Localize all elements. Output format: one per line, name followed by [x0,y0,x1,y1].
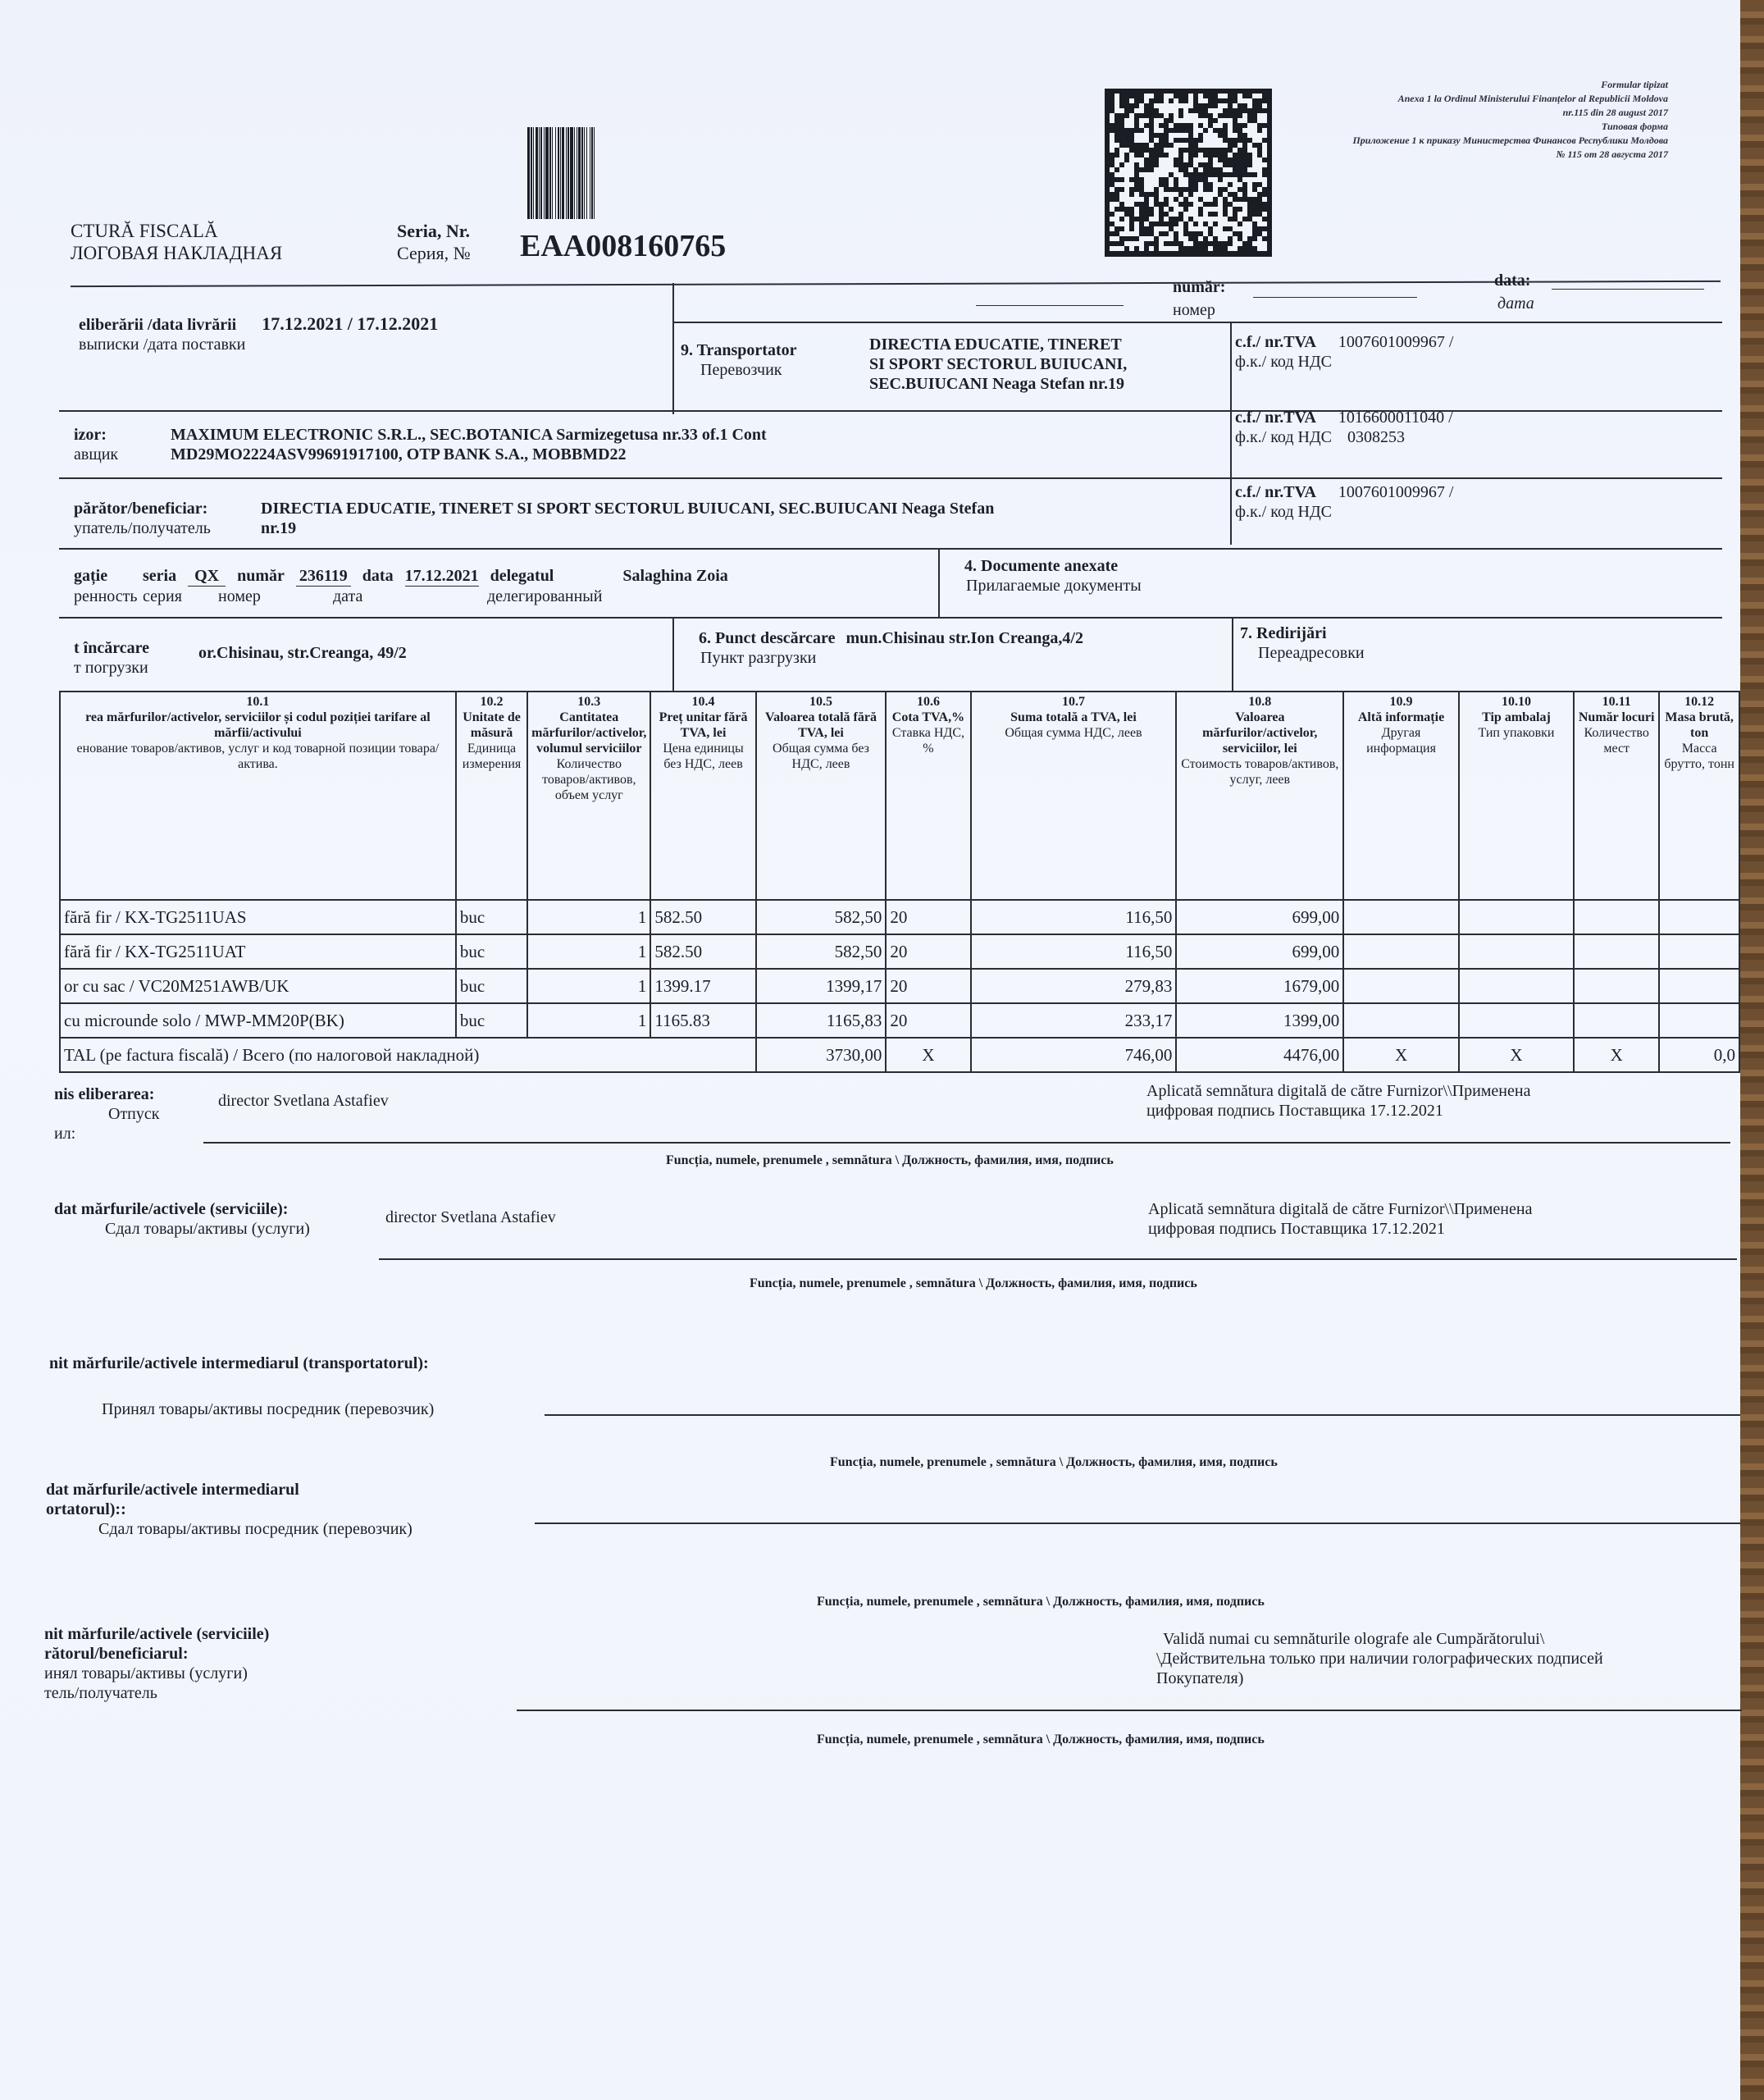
column-header [886,692,970,900]
supplier-cf [1235,408,1453,447]
cell-empty [1459,934,1574,969]
table-row [60,969,1739,1003]
annexed-docs-label-ro: 4. Documente anexate [964,557,1119,575]
legal-line: Типовая форма [1601,121,1668,132]
dates-section [79,314,438,354]
redirect-label-ro: 7. Redirijări [1240,624,1327,642]
cell-empty [1459,900,1574,934]
column-label-ro: Valoarea totală fără TVA, lei [765,710,877,740]
divider [59,617,1722,619]
signature-caption: Funcția, numele, prenumele , semnătura \ Должность, фамилия, имя, подпись [830,1455,1278,1469]
legal-header [1274,78,1668,162]
proxy-numar-label-ru: номер [218,587,261,605]
cell-vat-sum: 279,83 [971,969,1177,1003]
cell-total: 699,00 [1176,900,1343,934]
column-label-ro: Masa brută, ton [1665,710,1734,740]
validity-note-ru: \Действительна только при наличии голографических подписей [1156,1650,1603,1668]
cell-vat-rate: 20 [886,1003,970,1038]
cell-vat-rate: 20 [886,900,970,934]
loading-label-ro: t încărcare [74,639,150,657]
transporter-cf [1235,332,1453,372]
column-number: 10.2 [480,695,504,709]
column-number: 10.5 [809,695,832,709]
column-label-ru: Количество мест [1584,726,1649,756]
signature-caption: Funcția, numele, prenumele , semnătura \ Должность, фамилия, имя, подпись [666,1153,1114,1167]
proxy-seria-label: seria [143,567,177,585]
column-label-ro: Altă informație [1357,710,1445,724]
redirect-section [1240,623,1365,663]
divider [672,322,1722,323]
buyer-label-ru: упатель/получатель [74,519,211,537]
unloading-label-ru: Пункт разгрузки [700,649,817,667]
column-label-ru: Ставка НДС, % [891,726,964,756]
title-ru: ЛОГОВАЯ НАКЛАДНАЯ [71,243,283,263]
column-header [1574,692,1659,900]
column-header [1343,692,1459,900]
column-header [1459,692,1574,900]
cell-unit: buc [456,1003,527,1038]
column-header [1176,692,1343,900]
cell-empty [1459,969,1574,1003]
released-label [54,1084,159,1144]
proxy-numar-value: 236119 [296,566,351,587]
digital-signature-ro: Aplicată semnătura digitală de către Furnizor\\Применена [1148,1200,1533,1218]
legal-line: Formular tipizat [1601,79,1668,90]
legal-line: Приложение 1 к приказу Министерства Финансов Республики Молдова [1352,135,1668,146]
column-label-ru: Масса брутто, тонн [1664,742,1734,771]
column-number: 10.12 [1684,695,1715,709]
proxy-delegate-value: Salaghina Zoia [622,567,728,585]
column-header [1659,692,1739,900]
transporter-label [681,340,796,380]
barcode-bar [595,127,596,219]
carrier-received-label-ru: Принял товары/активы посредник (перевозчик) [102,1400,435,1418]
unloading-value: mun.Chisinau str.Ion Creanga,4/2 [846,629,1083,647]
transporter-name-line: SI SPORT SECTORUL BUIUCANI, [869,355,1128,373]
annexed-docs [964,556,1142,596]
buyer-received-label-ru: инял товары/активы (услуги) [44,1664,248,1682]
divider [1230,477,1232,545]
carrier-handed-label-ru: Сдал товары/активы посредник (перевозчик) [98,1520,413,1538]
total-vat-sum: 746,00 [971,1038,1177,1072]
column-number: 10.8 [1248,695,1272,709]
column-number: 10.3 [577,695,601,709]
cell-price: 582.50 [650,900,755,934]
cell-price: 582.50 [650,934,755,969]
table-header-row [60,692,1739,900]
series-label [397,220,471,264]
numar-field-line[interactable] [1253,297,1417,298]
carrier-received-signature-line[interactable] [545,1414,1740,1416]
total-package: X [1459,1038,1574,1072]
proxy-data-value: 17.12.2021 [404,567,479,585]
cell-empty [1659,934,1739,969]
handed-digital-signature [1148,1199,1532,1239]
column-header [756,692,887,900]
qr-code-icon [1105,89,1272,257]
legal-line: Anexa 1 la Ordinul Ministerului Finanțelor al Republicii Moldova [1397,93,1668,104]
cell-value: 1165,83 [756,1003,887,1038]
cell-empty [1459,1003,1574,1038]
cf-label: c.f./ nr.TVA [1235,483,1316,501]
column-label-ru: Тип упаковки [1478,726,1555,740]
proxy-delegate-label-ru: делегированный [487,587,603,605]
buyer-signature-line[interactable] [517,1710,1742,1711]
cell-empty [1574,1003,1659,1038]
column-number: 10.11 [1602,695,1631,709]
column-label-ro: Valoarea mărfurilor/activelor, serviciilor, lei [1202,710,1318,756]
column-number: 10.6 [916,695,940,709]
unloading-section [699,628,1083,668]
cell-qty: 1 [527,969,650,1003]
loading-label-ru: т погрузки [74,659,148,677]
buyer-label [74,499,211,538]
legal-line: № 115 от 28 августа 2017 [1556,148,1668,160]
cell-vat-sum: 116,50 [971,934,1177,969]
supplier-vat-code: 0308253 [1347,428,1405,446]
column-header [971,692,1177,900]
transporter-cf-value: 1007601009967 / [1338,333,1454,351]
table-row [60,900,1739,934]
column-label-ro: rea mărfurilor/activelor, serviciilor și codul poziției tarifare al mărfii/activului [85,710,431,740]
digital-signature-ru: цифровая подпись Поставщика 17.12.2021 [1146,1102,1443,1120]
column-label-ro: Număr locuri [1578,710,1655,724]
divider [59,410,1722,412]
proxy-label-ro: gație [74,567,108,585]
cell-name: fără fir / KX-TG2511UAT [60,934,456,969]
dates-label-ro: eliberării /data livrării [79,316,237,334]
column-label-ru: Общая сумма без НДС, леев [773,742,869,771]
annexed-docs-label-ru: Прилагаемые документы [966,577,1142,595]
divider [938,548,940,617]
carrier-handed-label-ro2: ortatorul):: [46,1500,126,1518]
buyer-validity-note [1156,1629,1603,1688]
carrier-handed-label [46,1480,413,1539]
data-field-line[interactable] [1552,289,1704,290]
cell-empty [1343,969,1459,1003]
cell-empty [1574,934,1659,969]
cf-label: c.f./ nr.TVA [1235,409,1316,427]
total-value: 3730,00 [756,1038,887,1072]
cf-label: c.f./ nr.TVA [1235,333,1316,351]
series-number: EAA008160765 [520,229,727,263]
transporter-name-line: DIRECTIA EDUCATIE, TINERET [869,336,1122,354]
signature-caption: Funcția, numele, prenumele , semnătura \ Должность, фамилия, имя, подпись [817,1595,1265,1609]
loading-value: or.Chisinau, str.Creanga, 49/2 [198,644,407,662]
data-label-ru: дата [1497,294,1534,313]
cell-price: 1165.83 [650,1003,755,1038]
proxy-seria-label-ru: серия [143,587,182,605]
divider [672,283,674,414]
transporter-name-line: SEC.BUIUCANI Neaga Stefan nr.19 [869,375,1124,393]
supplier-details [171,425,767,464]
buyer-cf-value: 1007601009967 / [1338,483,1454,501]
column-number: 10.4 [691,695,715,709]
column-label-ru: Цена единицы без НДС, леев [663,742,744,771]
cell-total: 1399,00 [1176,1003,1343,1038]
cell-empty [1343,1003,1459,1038]
buyer-received-label-ro2: rătorul/beneficiarul: [44,1645,189,1663]
divider [59,548,1722,550]
column-number: 10.10 [1501,695,1531,709]
total-places: X [1574,1038,1659,1072]
total-other: X [1343,1038,1459,1072]
barcode-icon [527,127,701,219]
cell-unit: buc [456,969,527,1003]
column-label-ro: Unitate de măsură [463,710,521,740]
numar-blank-line [976,305,1124,306]
table-total-row [60,1038,1739,1072]
unloading-label-ro: 6. Punct descărcare [699,629,836,647]
cell-qty: 1 [527,1003,650,1038]
released-label-ru2: ил: [54,1125,76,1143]
signature-caption: Funcția, numele, prenumele , semnătura \ Должность, фамилия, имя, подпись [817,1732,1265,1746]
cf-label-ru: ф.к./ код НДС [1235,353,1332,371]
carrier-handed-signature-line[interactable] [535,1522,1740,1524]
cell-unit: buc [456,900,527,934]
dates-value: 17.12.2021 / 17.12.2021 [262,313,439,334]
table-row [60,1003,1739,1038]
proxy-section [74,566,918,606]
digital-signature-ru: цифровая подпись Поставщика 17.12.2021 [1148,1220,1445,1238]
supplier-label-ro: izor: [74,426,107,444]
proxy-numar-label: număr [237,567,285,585]
buyer-received-label-ro: nit mărfurile/activele (serviciile) [44,1625,270,1643]
legal-line: nr.115 din 28 august 2017 [1562,107,1668,118]
released-signature-line[interactable] [203,1142,1730,1144]
title-ro: CTURĂ FISCALĂ [71,221,218,241]
buyer-cf [1235,482,1453,522]
signature-caption: Funcția, numele, prenumele , semnătura \ Должность, фамилия, имя, подпись [750,1276,1197,1290]
released-label-ru: Отпуск [108,1105,160,1123]
column-label-ru: Другая информация [1366,726,1436,756]
cell-empty [1343,934,1459,969]
cell-value: 1399,17 [756,969,887,1003]
series-label-ru: Серия, № [397,243,471,263]
column-number: 10.9 [1389,695,1413,709]
numar-label: număr: [1173,278,1226,296]
document-title [71,220,282,264]
column-label-ru: енование товаров/активов, услуг и код товарной позиции товара/актива. [76,742,440,771]
supplier-label [74,425,118,464]
cell-name: or cu sac / VC20M251AWB/UK [60,969,456,1003]
buyer-label-ro: părător/beneficiar: [74,500,208,518]
released-digital-signature [1146,1081,1530,1121]
divider [71,281,1721,287]
divider [672,617,674,691]
cf-label-ru: ф.к./ код НДС [1235,503,1332,521]
cell-total: 1679,00 [1176,969,1343,1003]
proxy-seria-value: QX [188,566,226,587]
column-label-ro: Cota TVA,% [891,710,965,724]
cell-name: fără fir / KX-TG2511UAS [60,900,456,934]
supplier-label-ru: авщик [74,445,119,463]
dates-label-ru: выписки /дата поставки [79,336,246,354]
carrier-handed-label-ro: dat mărfurile/activele intermediarul [46,1481,299,1499]
column-header [527,692,650,900]
column-header [456,692,527,900]
cell-name: cu microunde solo / MWP-MM20P(BK) [60,1003,456,1038]
handed-person: director Svetlana Astafiev [385,1208,556,1226]
transporter-name [869,335,1127,394]
buyer-received-label-ru2: тель/получатель [44,1684,157,1702]
column-label-ru: Стоимость товаров/активов, услуг, леев [1181,757,1339,787]
divider [1232,617,1233,691]
buyer-line: nr.19 [261,519,297,537]
table-row [60,934,1739,969]
column-number: 10.7 [1061,695,1085,709]
buyer-line: DIRECTIA EDUCATIE, TINERET SI SPORT SECTORUL BUIUCANI, SEC.BUIUCANI Neaga Stefan [261,500,995,518]
numar-label-ru: номер [1173,301,1215,319]
proxy-data-label-ru: дата [333,587,363,605]
cf-label-ru: ф.к./ код НДС [1235,428,1332,446]
released-label-ro: nis eliberarea: [54,1085,155,1103]
handed-signature-line[interactable] [379,1258,1737,1260]
cell-empty [1659,900,1739,934]
cell-price: 1399.17 [650,969,755,1003]
validity-note-ru2: Покупателя) [1156,1669,1244,1687]
column-header [650,692,755,900]
cell-qty: 1 [527,900,650,934]
cell-empty [1574,900,1659,934]
column-label-ru: Общая сумма НДС, леев [1005,726,1142,740]
handed-label-ru: Сдал товары/активы (услуги) [105,1220,310,1238]
proxy-data-label: data [362,567,394,585]
digital-signature-ro: Aplicată semnătura digitală de către Furnizor\\Применена [1146,1082,1531,1100]
released-person: director Svetlana Astafiev [218,1092,389,1110]
loading-label [74,638,149,678]
cell-vat-sum: 233,17 [971,1003,1177,1038]
cell-value: 582,50 [756,934,887,969]
transporter-label-ru: Перевозчик [700,361,782,379]
wood-background [1739,0,1764,2100]
handed-label [54,1199,310,1239]
cell-vat-rate: 20 [886,934,970,969]
series-label-ro: Seria, Nr. [397,221,471,241]
cell-empty [1659,1003,1739,1038]
divider [59,477,1722,479]
column-header [60,692,456,900]
cell-vat-rate: 20 [886,969,970,1003]
total-mass: 0,0 [1659,1038,1739,1072]
carrier-received-label-ro: nit mărfurile/activele intermediarul (transportatorul): [49,1354,429,1372]
column-label-ro: Cantitatea mărfurilor/activelor, volumul serviciilor [531,710,647,756]
cell-empty [1659,969,1739,1003]
handed-label-ro: dat mărfurile/activele (serviciile): [54,1200,289,1218]
column-label-ro: Preț unitar fără TVA, lei [659,710,748,740]
goods-table [59,691,1740,1073]
cell-total: 699,00 [1176,934,1343,969]
total-vat-rate: X [886,1038,970,1072]
column-label-ro: Tip ambalaj [1482,710,1551,724]
proxy-delegate-label: delegatul [490,567,554,585]
cell-empty [1574,969,1659,1003]
redirect-label-ru: Переадресовки [1258,644,1365,662]
cell-empty [1343,900,1459,934]
data-label: data: [1494,272,1531,290]
supplier-line: MD29MO2224ASV99691917100, OTP BANK S.A., MOBBMD22 [171,445,627,463]
total-label: TAL (pe factura fiscală) / Всего (по налоговой накладной) [60,1038,756,1072]
buyer-received-label [44,1624,269,1703]
supplier-line: MAXIMUM ELECTRONIC S.R.L., SEC.BOTANICA Sarmizegetusa nr.33 of.1 Cont [171,426,767,444]
column-label-ro: Suma totală a TVA, lei [1010,710,1137,724]
validity-note-ro: Validă numai cu semnăturile olografe ale Cumpărătorului\ [1163,1630,1545,1648]
proxy-label-ru: ренность [74,587,138,605]
total-total: 4476,00 [1176,1038,1343,1072]
column-number: 10.1 [246,695,270,709]
supplier-cf-value: 1016600011040 / [1338,409,1453,427]
transporter-label-ro: 9. Transportator [681,341,797,359]
cell-unit: buc [456,934,527,969]
column-label-ru: Количество товаров/активов, объем услуг [542,757,636,802]
cell-qty: 1 [527,934,650,969]
cell-value: 582,50 [756,900,887,934]
column-label-ru: Единица измерения [462,742,522,771]
cell-vat-sum: 116,50 [971,900,1177,934]
buyer-details [261,499,994,538]
